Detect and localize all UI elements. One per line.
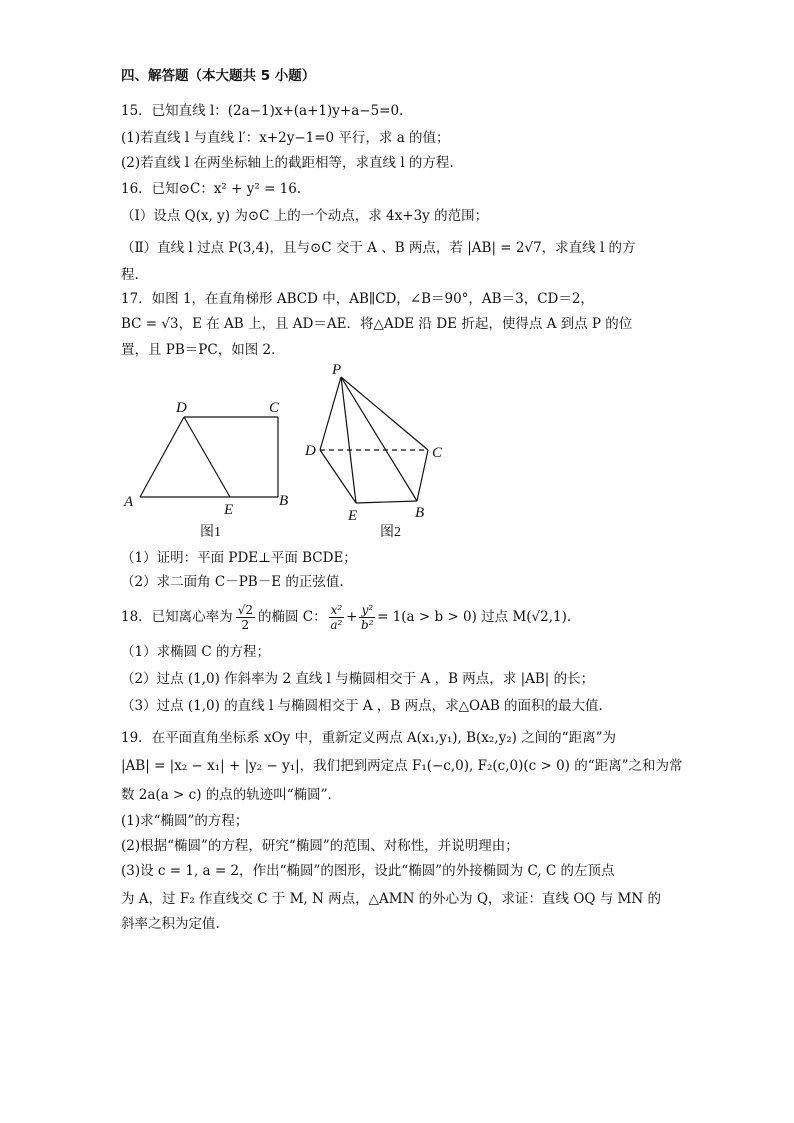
fig2-edge-pc (341, 377, 428, 450)
fig2-label-p: P (332, 362, 342, 378)
q18-part3: （3）过点 (1,0) 的直线 l 与椭圆相交于 A ，B 两点，求△OAB 的面积的最大值. (121, 698, 603, 714)
q16-part2: （Ⅱ）直线 l 过点 P(3,4)，且与⊙C 交于 A 、B 两点，若 |AB| = 2√7，求直线 l 的方 (121, 240, 636, 256)
fig1-edge-ad (140, 417, 184, 497)
q17-part2: （2）求二面角 C－PB－E 的正弦值. (121, 574, 344, 590)
q19-stem-line3: 数 2a(a > c) 的点的轨迹叫“椭圆”． (121, 787, 342, 803)
figure-2 (300, 360, 460, 545)
x-denominator: a² (330, 617, 343, 632)
x-fraction (329, 603, 345, 632)
fig2-label-c: C (432, 445, 443, 461)
q15-part2: (2)若直线 l 在两坐标轴上的截距相等，求直线 l 的方程. (121, 155, 454, 171)
figure-1 (118, 392, 298, 542)
fig1-caption: 图1 (200, 525, 221, 540)
q17-part1: （1）证明：平面 PDE⊥平面 BCDE； (121, 550, 357, 566)
q18-part2: （2）过点 (1,0) 作斜率为 2 直线 l 与椭圆相交于 A ，B 两点，求 |AB| 的长； (121, 671, 595, 687)
fig1-label-d: D (176, 400, 187, 416)
q17-stem-line1: 17．如图 1，在直角梯形 ABCD 中，AB∥CD，∠B＝90°，AB＝3，CD＝2， (121, 291, 594, 307)
q16-stem: 16．已知⊙C：x² + y² = 16. (121, 181, 302, 197)
q19-part1: (1)求“椭圆”的方程； (121, 813, 249, 829)
q15-part1: (1)若直线 l 与直线 l′：x+2y−1=0 平行，求 a 的值； (121, 130, 450, 146)
eccentricity-fraction (236, 603, 255, 632)
fig2-caption: 图2 (380, 525, 401, 540)
fig2-edge-pd (320, 377, 341, 450)
section-title: 四、解答题（本大题共 5 小题） (121, 68, 316, 84)
y-denominator: b² (361, 617, 374, 632)
q19-part3-line1: (3)设 c = 1, a = 2，作出“椭圆”的图形，设此“椭圆”的外接椭圆为 C, C 的左顶点 (121, 863, 615, 879)
q18-text-a: 18．已知离心率为 (121, 609, 233, 625)
y-fraction (359, 603, 375, 632)
q18-text-b: 的椭圆 C： (257, 609, 327, 625)
q18-part1: （1）求椭圆 C 的方程； (121, 644, 271, 660)
q16-part1: （Ⅰ）设点 Q(x, y) 为⊙C 上的一个动点，求 4x+3y 的范围； (121, 208, 489, 224)
eccentricity-denominator: 2 (241, 617, 250, 632)
plus-sign: + (346, 609, 358, 625)
q18-text-c: = 1(a > b > 0) 过点 M(√2,1). (377, 609, 572, 625)
q17-stem-line2: BC = √3，E 在 AB 上，且 AD＝AE．将△ADE 沿 DE 折起，使得点 A 到点 P 的位 (121, 316, 633, 332)
eccentricity-numerator: √2 (237, 602, 253, 617)
q19-stem-line2: |AB| = |x₂ − x₁| + |y₂ − y₁|，我们把到两定点 F₁(−c,0), F₂(c,0)(c > 0) 的“距离”之和为常 (121, 758, 683, 774)
fig2-label-d: D (305, 443, 316, 459)
q15-stem: 15．已知直线 l：(2a−1)x+(a+1)y+a−5=0. (121, 103, 404, 119)
q19-stem-line1: 19．在平面直角坐标系 xOy 中，重新定义两点 A(x₁,y₁), B(x₂,y₂) 之间的“距离”为 (121, 730, 616, 746)
q18-stem (121, 597, 571, 637)
fig1-label-c: C (269, 400, 280, 416)
fig2-label-e: E (348, 508, 358, 524)
fig1-label-a: A (124, 494, 134, 510)
fig2-edge-bc (417, 450, 428, 501)
x-numerator: x² (330, 602, 343, 617)
fig1-label-b: B (279, 493, 289, 509)
y-numerator: y² (361, 602, 374, 617)
fig1-edge-de (184, 417, 230, 497)
fig1-label-e: E (224, 502, 234, 518)
q16-part2-cont: 程. (121, 267, 139, 283)
fig2-edge-eb (356, 501, 417, 503)
q19-part3-line3: 斜率之积为定值. (121, 916, 220, 932)
q19-part3-line2: 为 A，过 F₂ 作直线交 C 于 M, N 两点，△AMN 的外心为 Q，求证：直线 OQ 与 MN 的 (121, 891, 661, 907)
fig2-label-b: B (415, 505, 425, 521)
fig2-edge-pb (341, 377, 417, 501)
q19-part2: (2)根据“椭圆”的方程，研究“椭圆”的范围、对称性，并说明理由； (121, 838, 519, 854)
q17-stem-line3: 置，且 PB＝PC，如图 2． (121, 342, 285, 358)
